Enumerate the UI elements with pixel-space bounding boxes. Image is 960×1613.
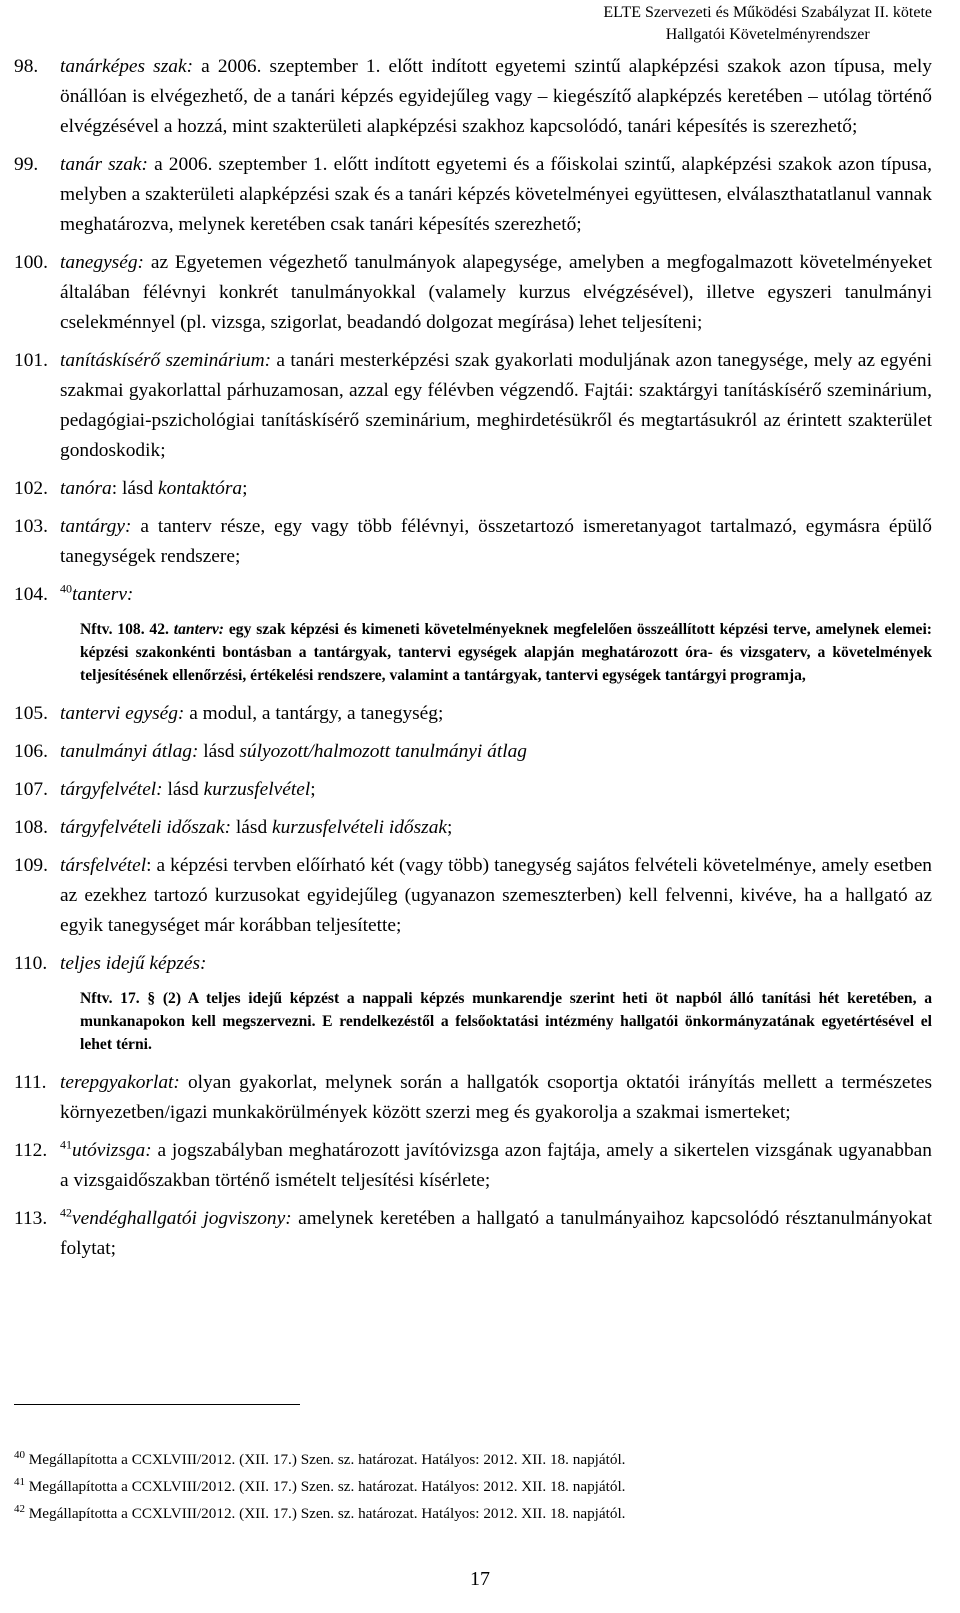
entry-number: 102. [14, 478, 48, 499]
quoted-law-full-time: Nftv. 17. § (2) A teljes idejű képzést a nappali képzés munkarendje szerint heti öt napból álló tanítási hét keretében, a munkanapokon kell megszervezni. E rendelkezéstől a felsőoktatási intézmény hallgatói önkormányzatának egyetértésével el lehet térni. [80, 990, 932, 1053]
definition-entry [14, 52, 932, 142]
entry-number: 108. [14, 817, 48, 838]
quote-reference: Nftv. 108. 42. [80, 621, 174, 638]
quoted-law-tanterv [80, 618, 932, 687]
defined-term: tanulmányi átlag: [60, 741, 199, 762]
footnote-divider [14, 1404, 300, 1405]
defined-term: társfelvétel [60, 855, 147, 876]
defined-term: tanárképes szak: [60, 56, 194, 77]
definition-text: a jogszabályban meghatározott javítóvizsga azon fajtája, amely a sikertelen vizsgának ugyanabban a vizsgaidőszakban történő ismételt teljesítési kísérlete; [60, 1140, 932, 1191]
definition-entry [14, 737, 932, 767]
defined-term: tanóra [60, 478, 112, 499]
definition-text: : lásd [111, 478, 159, 499]
entry-text [60, 150, 932, 240]
defined-term: tanegység: [60, 252, 144, 273]
defined-term: tanterv: [72, 584, 134, 605]
definition-text: a modul, a tantárgy, a tanegység; [184, 703, 444, 724]
page-number: 17 [470, 1568, 490, 1590]
entry-number: 100. [14, 252, 48, 273]
definition-entry [14, 512, 932, 572]
defined-term: tárgyfelvételi időszak: [60, 817, 232, 838]
definition-text: : a képzési tervben előírható két (vagy több) tanegység sajátos felvételi követelménye, amely esetben az ezekhez tartozó kurzusokat egyidejűleg (ugyanazon szemeszterben) kell felvenni, kivéve, ha a hallgató az egyik tanegységet már korábban teljesítette; [60, 855, 932, 936]
footnote-text: Megállapította a CCXLVIII/2012. (XII. 17.) Szen. sz. határozat. Hatályos: 2012. XII. 18. napjától. [25, 1505, 626, 1523]
definition-entry [14, 248, 932, 338]
entry-number: 106. [14, 741, 48, 762]
definition-text: a tanári mesterképzési szak gyakorlati moduljának azon tanegysége, mely az egyéni szakmai gyakorlattal párhuzamosan, azzal egy félévben végzendő. Fajtái: szaktárgyi tanításkísérő szeminárium, pedagógiai-pszichológiai tanításkísérő szeminárium, meghirdetésükről és megtartásukról az érintett szakterület gondoskodik; [60, 350, 932, 461]
defined-term: terepgyakorlat: [60, 1072, 180, 1093]
entry-text [60, 949, 932, 979]
entry-number: 105. [14, 703, 48, 724]
entry-text [60, 248, 932, 338]
definition-text: az Egyetemen végezhető tanulmányok alapegysége, amelyben a megfogalmazott követelményeket általában félévnyi konkrét tanulmányokkal (valamely kurzus elvégzésével), illetve egyszeri tanulmányi cselekménnyel (pl. vizsga, szigorlat, beadandó dolgozat megírása) lehet teljesíteni; [60, 252, 932, 333]
definition-text: lásd [198, 741, 240, 762]
definitions-list [14, 52, 932, 1272]
entry-text [60, 1068, 932, 1128]
quote-text: egy szak képzési és kimeneti követelményeknek megfelelően összeállított képzési terve, amelynek elemei: képzési szakonkénti bontásban a tantárgyak, tantervi egységek alapján meghatározott óra- és vizsgaterv, a követelmények teljesítésének ellenőrzési, értékelési rendszere, valamint a tantárgyak, tantervi egységek tantárgyi programja, [80, 621, 932, 684]
defined-term: vendéghallgatói jogviszony: [72, 1208, 292, 1229]
definition-entry [14, 1136, 932, 1196]
definition-text: a 2006. szeptember 1. előtt indított egyetemi és a főiskolai szintű, alapképzési szakok azon típusa, melyben a szakterületi alapképzési szak és a tanári képzés követelményei együttesen, elválaszthatatlanul vannak meghatározva, melynek keretében csak tanári képesítés szerezhető; [60, 154, 932, 235]
definition-entry [14, 580, 932, 610]
entry-text [60, 580, 932, 610]
footnotes [14, 1444, 932, 1525]
defined-term: teljes idejű képzés: [60, 953, 207, 974]
definition-entry [14, 1204, 932, 1264]
footnote [14, 1498, 932, 1525]
footnote-text: Megállapította a CCXLVIII/2012. (XII. 17.) Szen. sz. határozat. Hatályos: 2012. XII. 18. napjától. [25, 1478, 626, 1496]
definition-entry [14, 775, 932, 805]
defined-term: tantárgy: [60, 516, 132, 537]
entry-text [60, 775, 932, 805]
footnote-marker: 41 [60, 1137, 72, 1152]
definition-entry [14, 699, 932, 729]
quote-term: tanterv: [173, 621, 225, 638]
definition-tail: ; [447, 817, 453, 838]
defined-term: tanár szak: [60, 154, 148, 175]
entry-text [60, 52, 932, 142]
definition-entry [14, 851, 932, 941]
entry-text [60, 512, 932, 572]
entry-number: 111. [14, 1072, 47, 1093]
definition-entry [14, 150, 932, 240]
definition-text: olyan gyakorlat, melynek során a hallgatók csoportja oktatói irányítás mellett a természetes környezetben/igazi munkakörülmények között szerzi meg és gyakorolja a szakmai ismerteket; [60, 1072, 932, 1123]
entry-number: 101. [14, 350, 48, 371]
entry-number: 99. [14, 154, 39, 175]
definition-tail: ; [310, 779, 316, 800]
entry-text [60, 474, 932, 504]
definition-entry [14, 1068, 932, 1128]
footnote-number: 40 [14, 1449, 25, 1461]
entry-number: 98. [14, 56, 39, 77]
definition-tail: ; [242, 478, 248, 499]
entry-number: 112. [14, 1140, 48, 1161]
definition-text: a 2006. szeptember 1. előtt indított egyetemi szintű alapképzési szakok azon típusa, mely önállóan is elvégezhető, de a tanári képzés egyidejűleg vagy – kiegészítő alapképzés keretében – utólag történő elvégzésével a hozzá, mint szakterületi alapképzési szakhoz kapcsolódó, tanári képesítés is szerezhető; [60, 56, 932, 137]
definition-entry [14, 949, 932, 979]
defined-term: tanításkísérő szeminárium: [60, 350, 272, 371]
entry-text [60, 346, 932, 466]
footnote [14, 1471, 932, 1498]
footnote-text: Megállapította a CCXLVIII/2012. (XII. 17.) Szen. sz. határozat. Hatályos: 2012. XII. 18. napjától. [25, 1451, 626, 1469]
page-header [603, 2, 932, 46]
entry-number: 109. [14, 855, 48, 876]
defined-term: utóvizsga: [72, 1140, 152, 1161]
entry-number: 103. [14, 516, 48, 537]
defined-term: tantervi egység: [60, 703, 185, 724]
entry-text [60, 737, 932, 767]
definition-text: lásd [231, 817, 272, 838]
cross-reference: súlyozott/halmozott tanulmányi átlag [239, 741, 527, 762]
defined-term: tárgyfelvétel: [60, 779, 163, 800]
cross-reference: kurzusfelvétel [203, 779, 311, 800]
entry-text [60, 1204, 932, 1264]
header-subtitle: Hallgatói Követelményrendszer [665, 26, 870, 43]
entry-text [60, 1136, 932, 1196]
definition-entry [14, 813, 932, 843]
entry-number: 104. [14, 584, 48, 605]
cross-reference: kontaktóra [158, 478, 243, 499]
entry-number: 107. [14, 779, 48, 800]
entry-text [60, 851, 932, 941]
cross-reference: kurzusfelvételi időszak [272, 817, 448, 838]
footnote [14, 1444, 932, 1471]
definition-entry [14, 474, 932, 504]
entry-number: 113. [14, 1208, 48, 1229]
footnote-number: 42 [14, 1503, 25, 1516]
entry-number: 110. [14, 953, 48, 974]
footnote-marker: 40 [60, 581, 72, 596]
definition-text: lásd [162, 779, 204, 800]
footnote-marker: 42 [60, 1205, 72, 1220]
header-title: ELTE Szervezeti és Működési Szabályzat II. kötete [603, 4, 932, 21]
entry-text [60, 813, 932, 843]
definition-entry [14, 346, 932, 466]
entry-text [60, 699, 932, 729]
definition-text: a tanterv része, egy vagy több félévnyi, összetartozó ismeretanyagot tartalmazó, egymásra épülő tanegységek rendszere; [60, 516, 932, 567]
definition-text: amelynek keretében a hallgató a tanulmányaihoz kapcsolódó résztanulmányokat folytat; [60, 1208, 932, 1259]
footnote-number: 41 [14, 1476, 25, 1489]
